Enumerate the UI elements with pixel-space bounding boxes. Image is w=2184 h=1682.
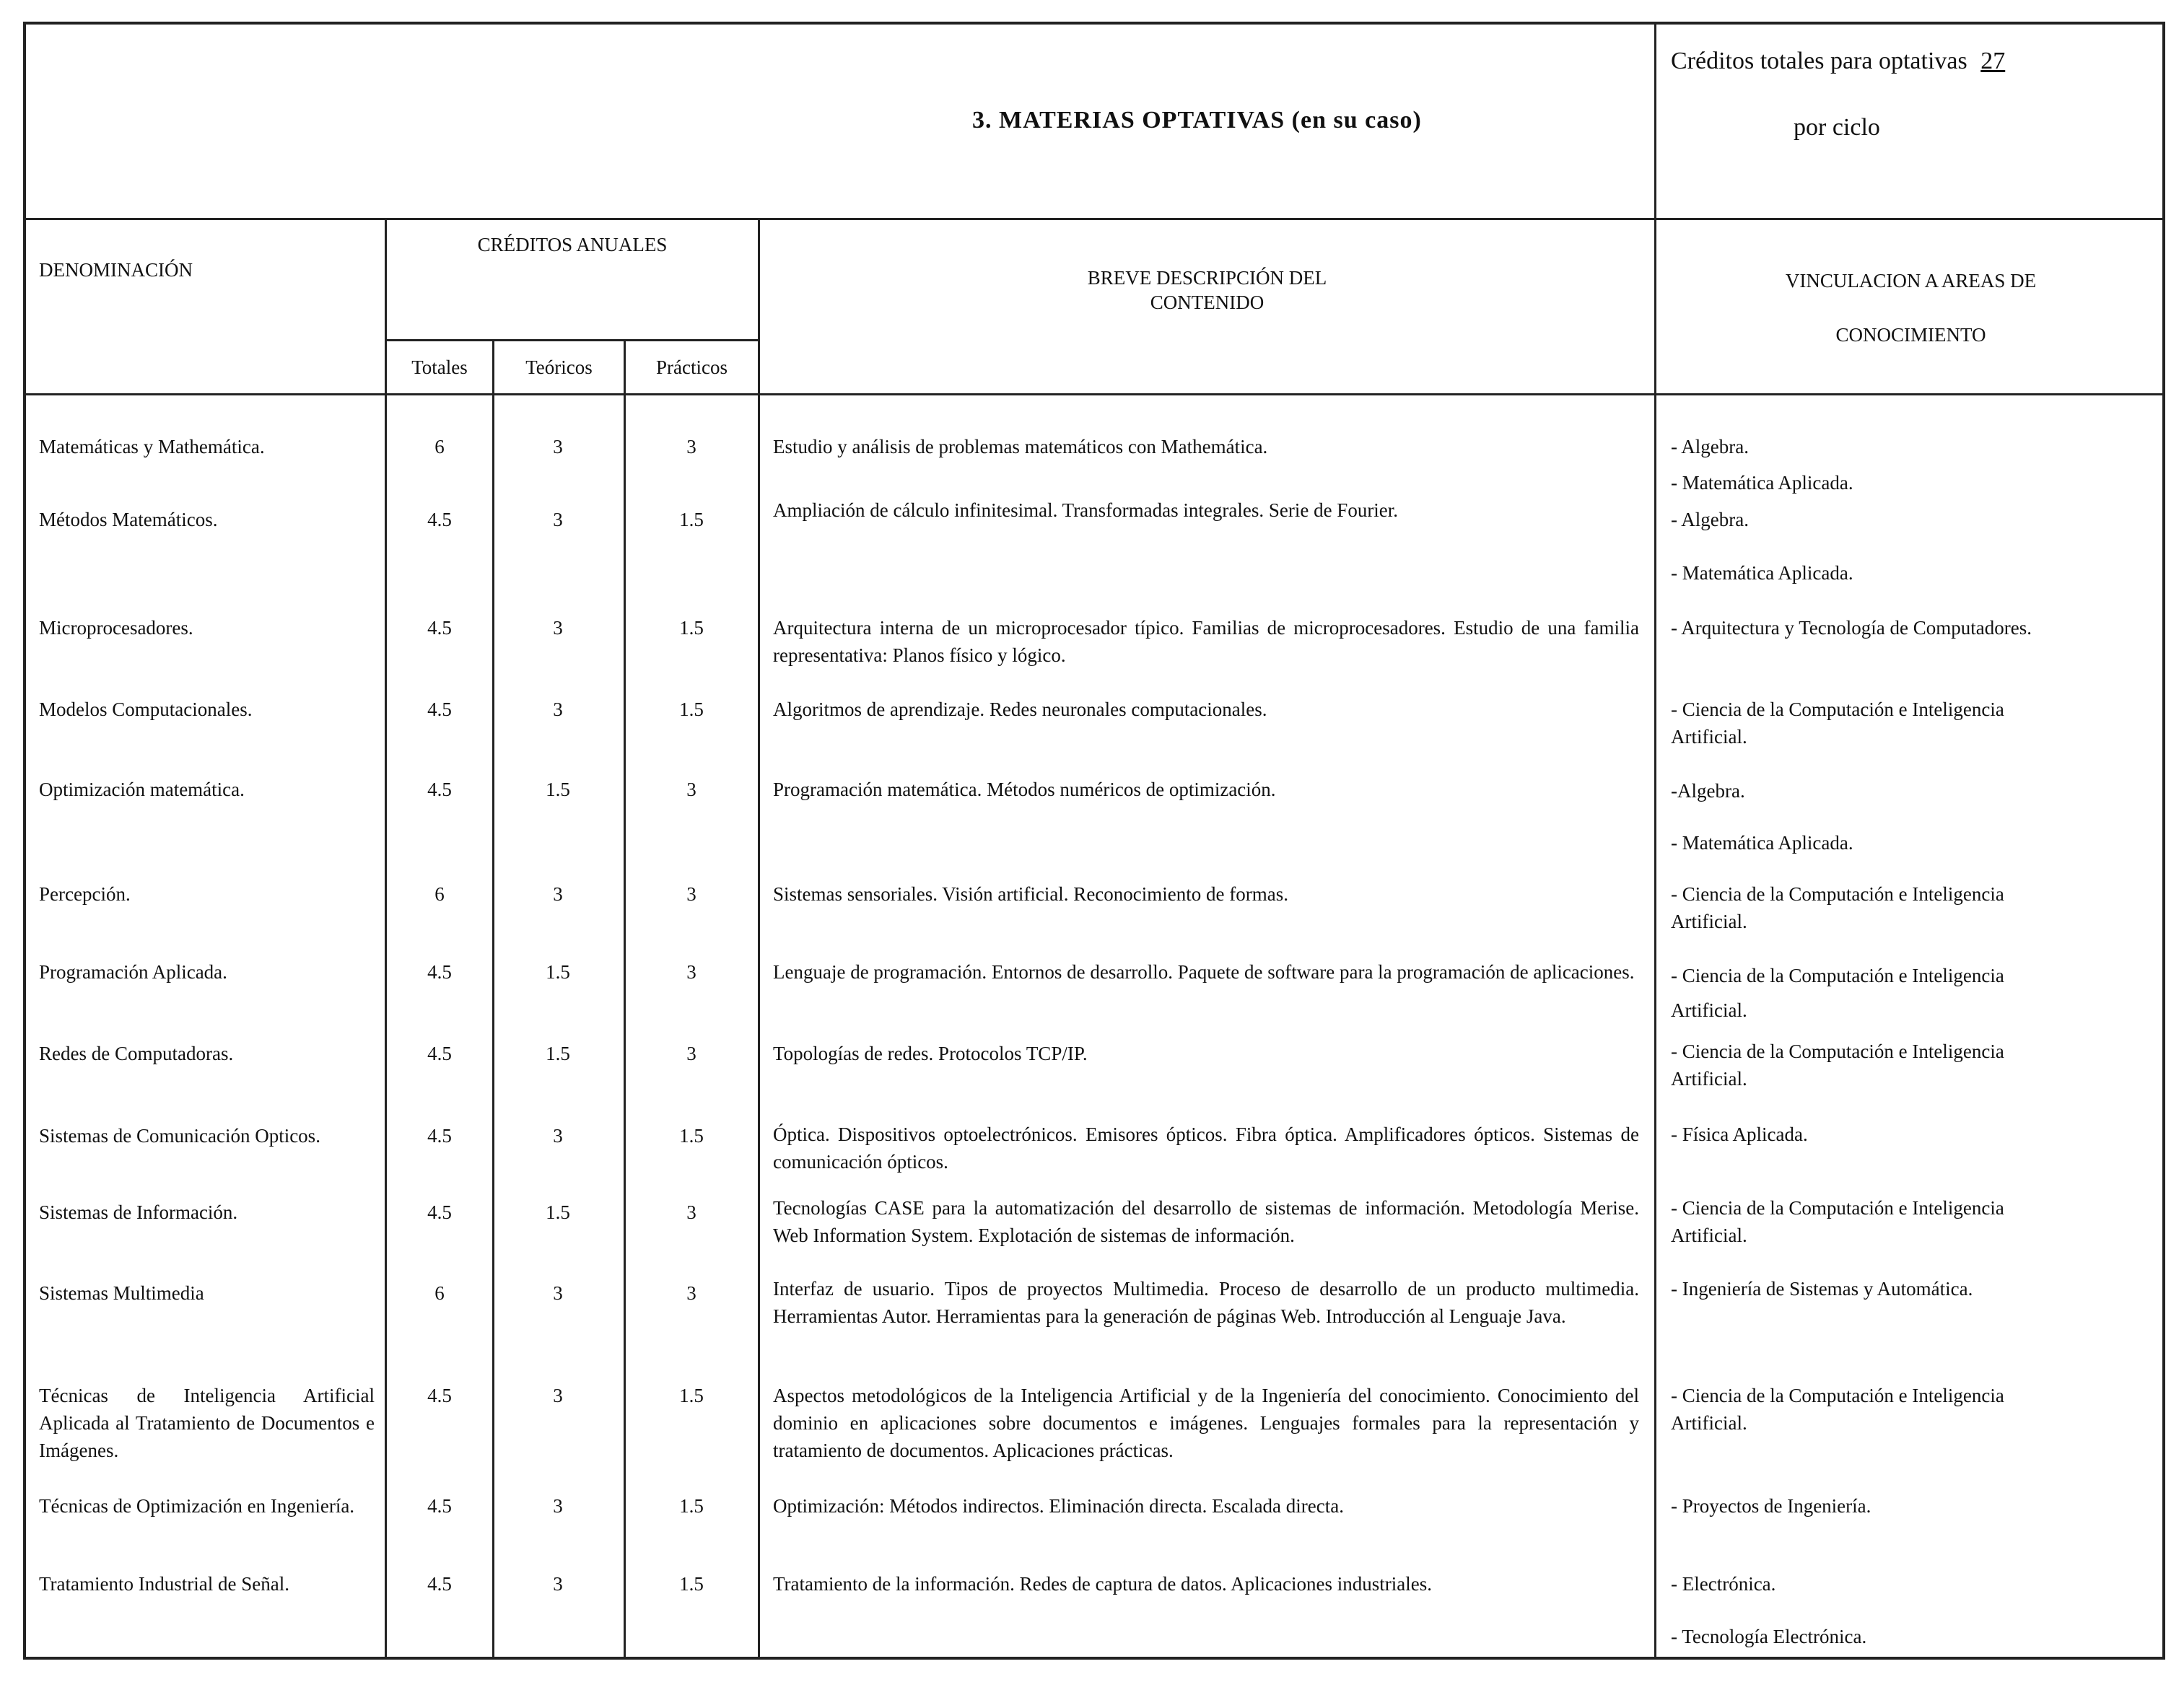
credits-totales: 4.5 — [427, 617, 452, 639]
subject-name: Técnicas de Inteligencia Artificial Aplicada al Tratamiento de Documentos e Imágenes. — [39, 1385, 375, 1461]
credits-totales: 6 — [434, 436, 445, 457]
subject-name: Tratamiento Industrial de Señal. — [39, 1573, 289, 1595]
col-practicos: Prácticos — [656, 356, 728, 378]
col-denominacion: DENOMINACIÓN — [39, 259, 193, 281]
col-descripcion-line2: CONTENIDO — [1150, 292, 1264, 313]
credits-practicos: 1.5 — [679, 617, 704, 639]
credits-totales: 4.5 — [427, 779, 452, 800]
col-teoricos: Teóricos — [525, 356, 593, 378]
credits-practicos: 3 — [686, 961, 696, 983]
credits-value: 27 — [1980, 48, 2006, 74]
credits-teoricos: 3 — [553, 509, 563, 530]
credits-totales: 6 — [434, 883, 445, 905]
per-cycle-label: por ciclo — [1794, 114, 1880, 141]
credits-teoricos: 1.5 — [546, 961, 570, 983]
credits-teoricos: 3 — [553, 1495, 563, 1517]
subject-description: Topologías de redes. Protocolos TCP/IP. — [773, 1043, 1088, 1064]
subject-name: Modelos Computacionales. — [39, 698, 253, 720]
area-item: - Proyectos de Ingeniería. — [1671, 1495, 1871, 1517]
subject-description: Programación matemática. Métodos numéricos de optimización. — [773, 779, 1276, 800]
col-vinculacion-line1: VINCULACION A AREAS DE — [1785, 270, 2037, 292]
column-divider-name — [385, 218, 387, 1660]
credits-teoricos: 3 — [553, 436, 563, 457]
credits-practicos: 3 — [686, 1043, 696, 1064]
credits-totales: 4.5 — [427, 1201, 452, 1223]
credits-totales: 4.5 — [427, 1385, 452, 1406]
credits-teoricos: 3 — [553, 698, 563, 720]
subject-description: Tratamiento de la información. Redes de captura de datos. Aplicaciones industriales. — [773, 1573, 1432, 1595]
credits-totales: 4.5 — [427, 961, 452, 983]
credits-subheader-divider — [385, 339, 760, 341]
credits-practicos: 1.5 — [679, 509, 704, 530]
area-item: - Matemática Aplicada. — [1671, 562, 1853, 584]
area-item: - Física Aplicada. — [1671, 1123, 1808, 1145]
area-item: - Algebra. — [1671, 509, 1749, 530]
credits-teoricos: 3 — [553, 1125, 563, 1147]
subject-name: Microprocesadores. — [39, 617, 193, 639]
credits-teoricos: 3 — [553, 883, 563, 905]
subject-name: Matemáticas y Mathemática. — [39, 436, 265, 457]
area-item: - Algebra. — [1671, 436, 1749, 457]
credits-totales: 4.5 — [427, 698, 452, 720]
subject-name: Percepción. — [39, 883, 131, 905]
credits-practicos: 1.5 — [679, 1385, 704, 1406]
area-item: - Matemática Aplicada. — [1671, 472, 1853, 494]
column-divider-totales — [492, 339, 494, 1660]
area-item: - Ingeniería de Sistemas y Automática. — [1671, 1278, 1973, 1300]
area-item: - Tecnología Electrónica. — [1671, 1626, 1867, 1647]
subject-name: Redes de Computadoras. — [39, 1043, 234, 1064]
area-item: - Ciencia de la Computación e Inteligencia Artificial. — [1671, 965, 2004, 1021]
credits-totales: 4.5 — [427, 1495, 452, 1517]
subject-description: Aspectos metodológicos de la Inteligencia Artificial y de la Ingeniería del conocimiento. Conocimiento del dominio en aplicaciones sobre documentos e imágenes. Lenguajes formales para la representación y tratamiento de documentos. Aplicaciones prácticas. — [773, 1385, 1639, 1461]
area-item: - Ciencia de la Computación e Inteligencia Artificial. — [1671, 1385, 2004, 1434]
credits-teoricos: 3 — [553, 617, 563, 639]
credits-totales: 4.5 — [427, 1125, 452, 1147]
credits-practicos: 3 — [686, 779, 696, 800]
subject-name: Sistemas Multimedia — [39, 1282, 204, 1304]
column-header-divider — [23, 393, 2165, 395]
area-item: - Matemática Aplicada. — [1671, 832, 1853, 854]
subject-description: Optimización: Métodos indirectos. Eliminación directa. Escalada directa. — [773, 1495, 1344, 1517]
credits-totales: 4.5 — [427, 1573, 452, 1595]
subject-description: Lenguaje de programación. Entornos de desarrollo. Paquete de software para la programación de aplicaciones. — [773, 961, 1635, 983]
credits-practicos: 3 — [686, 883, 696, 905]
col-creditos-anuales: CRÉDITOS ANUALES — [477, 234, 668, 255]
credits-practicos: 3 — [686, 1282, 696, 1304]
column-divider-practicos — [758, 218, 760, 1660]
col-vinculacion-line2: CONOCIMIENTO — [1835, 324, 1986, 346]
subject-description: Estudio y análisis de problemas matemáticos con Mathemática. — [773, 436, 1268, 457]
subject-name: Métodos Matemáticos. — [39, 509, 218, 530]
col-totales: Totales — [411, 356, 468, 378]
area-item: - Ciencia de la Computación e Inteligencia Artificial. — [1671, 698, 2004, 748]
section-title: 3. MATERIAS OPTATIVAS (en su caso) — [972, 107, 1422, 133]
credits-total-label — [1671, 48, 2005, 75]
credits-totales: 4.5 — [427, 1043, 452, 1064]
subject-description: Arquitectura interna de un microprocesador típico. Familias de microprocesadores. Estudio de una familia representativa: Planos físico y lógico. — [773, 617, 1639, 666]
column-divider-teoricos — [624, 339, 626, 1660]
subject-description: Interfaz de usuario. Tipos de proyectos Multimedia. Proceso de desarrollo de un producto multimedia. Herramientas Autor. Herramientas para la generación de páginas Web. Introducción al Lenguaje Java. — [773, 1278, 1639, 1327]
credits-totales: 6 — [434, 1282, 445, 1304]
subject-description: Ampliación de cálculo infinitesimal. Transformadas integrales. Serie de Fourier. — [773, 499, 1399, 521]
subject-description: Sistemas sensoriales. Visión artificial. Reconocimiento de formas. — [773, 883, 1288, 905]
subject-name: Sistemas de Comunicación Opticos. — [39, 1125, 320, 1147]
area-item: - Ciencia de la Computación e Inteligencia Artificial. — [1671, 1197, 2004, 1246]
subject-description: Tecnologías CASE para la automatización del desarrollo de sistemas de información. Metodología Merise. Web Information System. Explotación de sistemas de información. — [773, 1197, 1639, 1246]
credits-practicos: 1.5 — [679, 1495, 704, 1517]
subject-name: Optimización matemática. — [39, 779, 245, 800]
credits-practicos: 1.5 — [679, 1125, 704, 1147]
header-divider — [23, 218, 2165, 220]
credits-teoricos: 3 — [553, 1282, 563, 1304]
credits-teoricos: 3 — [553, 1573, 563, 1595]
credits-totales: 4.5 — [427, 509, 452, 530]
credits-teoricos: 1.5 — [546, 1043, 570, 1064]
subject-description: Algoritmos de aprendizaje. Redes neuronales computacionales. — [773, 698, 1267, 720]
area-item: - Arquitectura y Tecnología de Computadores. — [1671, 617, 2032, 639]
area-item: - Ciencia de la Computación e Inteligencia Artificial. — [1671, 1041, 2004, 1090]
col-descripcion-line1: BREVE DESCRIPCIÓN DEL — [1087, 267, 1327, 289]
credits-practicos: 1.5 — [679, 1573, 704, 1595]
credits-teoricos: 1.5 — [546, 1201, 570, 1223]
credits-practicos: 3 — [686, 436, 696, 457]
credits-label: Créditos totales para optativas — [1671, 48, 1967, 74]
credits-practicos: 3 — [686, 1201, 696, 1223]
area-item: - Ciencia de la Computación e Inteligencia Artificial. — [1671, 883, 2004, 932]
area-item: -Algebra. — [1671, 780, 1745, 802]
subject-name: Sistemas de Información. — [39, 1201, 238, 1223]
subject-description: Óptica. Dispositivos optoelectrónicos. Emisores ópticos. Fibra óptica. Amplificadores ópticos. Sistemas de comunicación ópticos. — [773, 1123, 1639, 1173]
credits-practicos: 1.5 — [679, 698, 704, 720]
area-item: - Electrónica. — [1671, 1573, 1776, 1595]
subject-name: Técnicas de Optimización en Ingeniería. — [39, 1495, 355, 1517]
credits-teoricos: 3 — [553, 1385, 563, 1406]
subject-name: Programación Aplicada. — [39, 961, 227, 983]
credits-teoricos: 1.5 — [546, 779, 570, 800]
